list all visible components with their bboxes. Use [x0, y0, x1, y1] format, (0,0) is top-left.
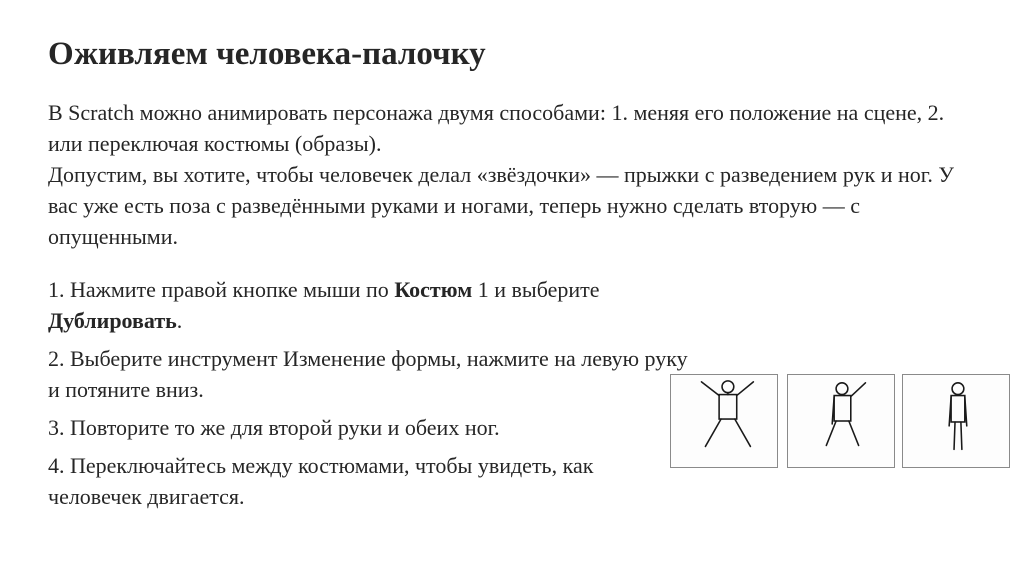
slide-title: Оживляем человека-палочку [48, 36, 486, 72]
step-number: 3. [48, 415, 65, 440]
stick-figure-spread-icon [671, 375, 777, 467]
figure-head [836, 383, 848, 395]
figure-left-leg [954, 422, 955, 449]
stick-figure-down-icon [903, 375, 1009, 467]
figure-left-leg [826, 421, 836, 445]
steps-list [48, 274, 688, 519]
figure-head [722, 381, 734, 393]
figure-left-arm [701, 382, 719, 396]
intro-line-2: Допустим, вы хотите, чтобы человечек делал «звёздочки» — прыжки с разведением рук и ног. У вас уже есть поза с разведёнными руками и ногами, теперь нужно сделать вторую — с опущенными. [48, 162, 954, 249]
figure-torso [834, 396, 851, 421]
costume-frame-2 [787, 374, 895, 468]
intro-line-1: В Scratch можно анимировать персонажа двумя способами: 1. меняя его положение на сцене, 2. или переключая костюмы (образы). [48, 100, 945, 156]
step-text: Переключайтесь между костюмами, чтобы увидеть, как человечек двигается. [48, 453, 594, 509]
step-3 [48, 412, 688, 443]
figure-torso [951, 396, 965, 422]
costume-frame-1 [670, 374, 778, 468]
step-number: 2. [48, 346, 65, 371]
figure-right-leg [735, 419, 751, 446]
figure-right-arm [737, 382, 754, 396]
step-number: 1. [48, 277, 65, 302]
step-text: Повторите то же для второй руки и обеих ног. [64, 415, 500, 440]
step-4 [48, 450, 688, 512]
step-text: . [176, 308, 183, 333]
figure-right-leg [849, 421, 859, 445]
costume-frame-3 [902, 374, 1010, 468]
costume-frames [670, 374, 1012, 470]
figure-torso [719, 395, 737, 419]
figure-right-leg [961, 422, 962, 449]
step-text: Выберите инструмент Изменение формы, нажмите на левую руку и потяните вниз. [48, 346, 688, 402]
figure-right-arm [851, 383, 866, 397]
step-text: Нажмите правой кнопке мыши по [64, 277, 395, 302]
intro-text [48, 97, 978, 252]
step-bold-costume: Костюм [394, 277, 473, 302]
step-2 [48, 343, 688, 405]
step-1 [48, 274, 688, 336]
figure-left-leg [705, 419, 721, 446]
stick-figure-transition-icon [788, 375, 894, 467]
step-bold-duplicate: Дублировать [48, 308, 177, 333]
figure-head [952, 383, 964, 395]
step-number: 4. [48, 453, 65, 478]
step-text: 1 и выберите [472, 277, 600, 302]
